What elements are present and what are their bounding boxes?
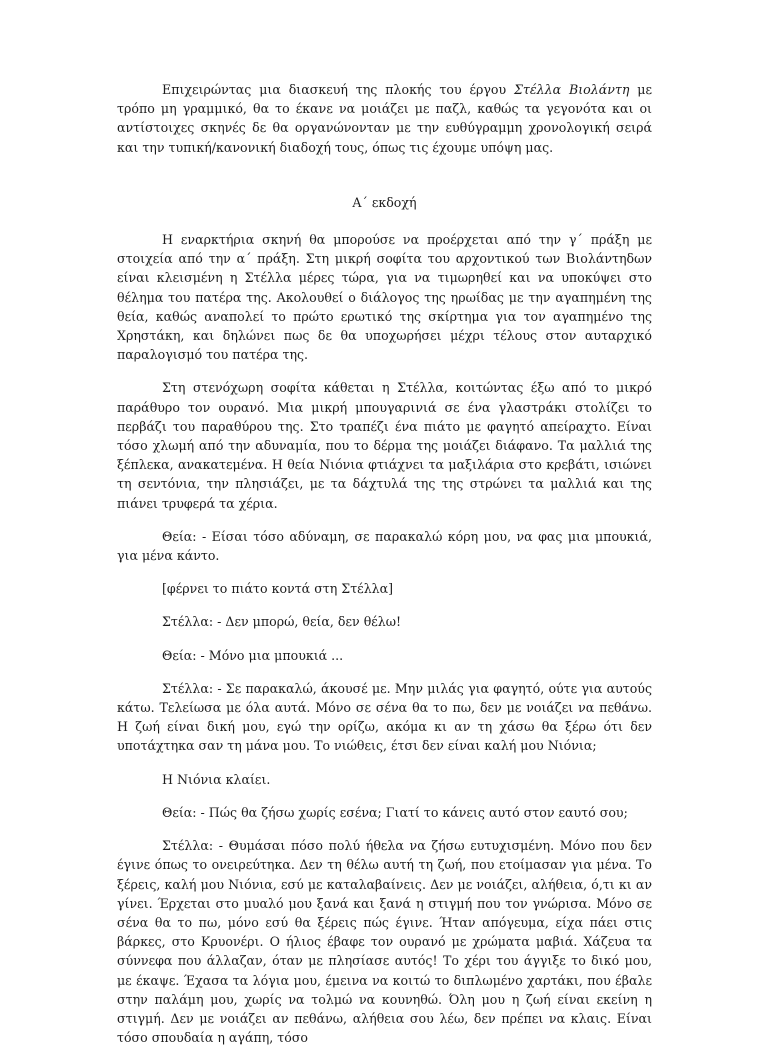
dialogue-line: Θεία: - Μόνο μια μπουκιά ... xyxy=(162,647,344,663)
body-paragraph: Η εναρκτήρια σκηνή θα μπορούσε να προέρχεται από την γ΄ πράξη με στοιχεία από την α΄ πράξη. Στη μικρή σοφίτα του αρχοντικού των Βιολάντηδων είναι κλεισμένη η Στέλλα μέρες τώρα, για να τιμωρηθεί και να υποκύψει στο θέλημα του πατέρα της. Ακολουθεί ο διάλογος της ηρωίδας με την αγαπημένη της θεία, καθώς αναπολεί το πρώτο ερωτικό της σκίρτημα για τον αγαπημένο της Χρηστάκη, και δηλώνει πως δε θα υποχωρήσει μέχρι τέλους στον αυταρχικό παραλογισμό του πατέρα της. xyxy=(117,232,652,363)
stage-direction: Η Νιόνια κλαίει. xyxy=(162,771,271,787)
stage-direction: [φέρνει το πιάτο κοντά στη Στέλλα] xyxy=(162,581,394,597)
intro-paragraph xyxy=(117,80,652,157)
document-page xyxy=(117,80,652,1047)
section-heading: Α΄ εκδοχή xyxy=(352,194,417,210)
intro-text-after: με τρόπο μη γραμμικό, θα το έκανε να μοιάζει με παζλ, καθώς τα γεγονότα και οι αντίστοιχες σκηνές δε θα οργανώνονταν με την ευθύγραμμη χρονολογική σειρά και την τυπική/κανονική διαδοχή τους, όπως τις έχουμε υπόψη μας. xyxy=(117,82,653,155)
intro-text-before: Επιχειρώντας μια διασκευή της πλοκής του έργου xyxy=(162,82,515,97)
dialogue-line: Στέλλα: - Δεν μπορώ, θεία, δεν θέλω! xyxy=(162,614,402,630)
play-title: Στέλλα Βιολάντη xyxy=(514,82,630,97)
body-paragraph: Στη στενόχωρη σοφίτα κάθεται η Στέλλα, κοιτώντας έξω από το μικρό παράθυρο τον ουρανό. Μια μικρή μπουγαρινιά σε ένα γλαστράκι στολίζει το περβάζι του παραθύρου της. Στο τραπέζι ένα πιάτο με φαγητό απείραχτο. Είναι τόσο χλωμή από την αδυναμία, που το δέρμα της μοιάζει διάφανο. Τα μαλλιά της ξέπλεκα, ανακατεμένα. Η θεία Νιόνια φτιάχνει τα μαξιλάρια στο κρεβάτι, ισιώνει τη σεντόνια, την πλησιάζει, με τα δάχτυλά της της στρώνει τα μαλλιά και της πιάνει τρυφερά τα χέρια. xyxy=(117,380,652,511)
dialogue-line: Στέλλα: - Σε παρακαλώ, άκουσέ με. Μην μιλάς για φαγητό, ούτε για αυτούς κάτω. Τελείωσα με όλα αυτά. Μόνο σε σένα θα το πω, δεν με νοιάζει να πεθάνω. Η ζωή είναι δική μου, εγώ την ορίζω, ακόμα κι αν τη χάσω θα ξέρω ότι δεν υποτάχτηκα σαν τη μάνα μου. Το νιώθεις, έτσι δεν είναι καλή μου Νιόνια; xyxy=(117,680,652,754)
dialogue-line: Θεία: - Πώς θα ζήσω χωρίς εσένα; Γιατί το κάνεις αυτό στον εαυτό σου; xyxy=(162,804,628,820)
dialogue-line: Θεία: - Είσαι τόσο αδύναμη, σε παρακαλώ κόρη μου, να φας μια μπουκιά, για μένα κάντο. xyxy=(117,528,652,564)
dialogue-line: Στέλλα: - Θυμάσαι πόσο πολύ ήθελα να ζήσω ευτυχισμένη. Μόνο που δεν έγινε όπως το ονειρεύτηκα. Δεν τη θέλω αυτή τη ζωή, που ετοίμασαν για μένα. Το ξέρεις, καλή μου Νιόνια, εσύ με καταλαβαίνεις. Δεν με νοιάζει, αλήθεια, ό,τι κι αν γίνει. Έρχεται στο μυαλό μου ξανά και ξανά η στιγμή που τον γνώρισα. Μόνο σε σένα θα το πω, μόνο εσύ θα ξέρεις πώς έγινε. Ήταν απόγευμα, είχα πάει στις βάρκες, στο Κρυονέρι. Ο ήλιος έβαφε τον ουρανό με χρώματα μαβιά. Χάζευα τα σύννεφα που άλλαζαν, όταν με πλησίασε αυτός! Το χέρι του άγγιξε το δικό μου, με έκαψε. Έχασα τα λόγια μου, έμεινα να κοιτώ το διπλωμένο χαρτάκι, που έβαλε στην παλάμη μου, χωρίς να τολμώ να κουνηθώ. Όλη μου η ζωή είναι εκείνη η στιγμή. Δεν με νοιάζει αν πεθάνω, αλήθεια σου λέω, δεν πρέπει να κλαις. Είναι τόσο σπουδαία η αγάπη, τόσο xyxy=(117,838,652,1046)
